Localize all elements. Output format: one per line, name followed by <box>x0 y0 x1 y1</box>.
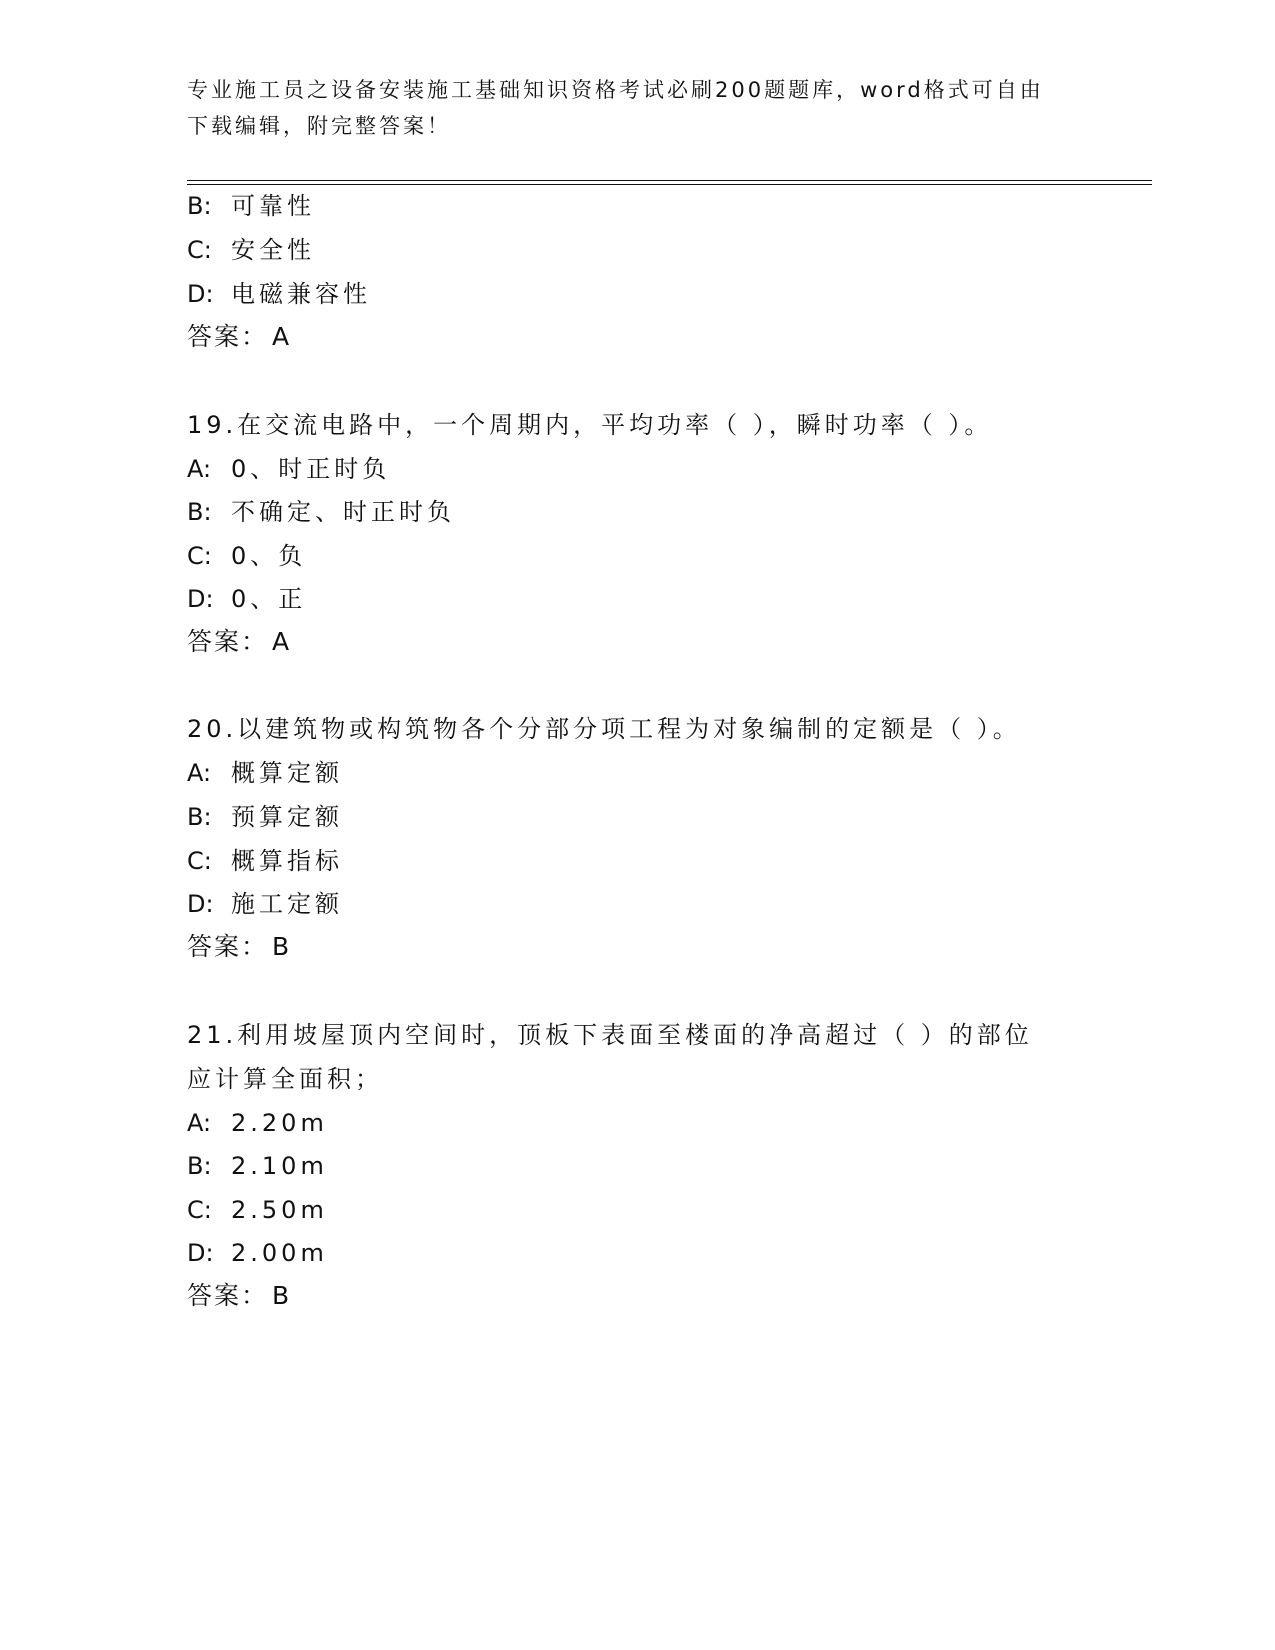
option-text: 0、时正时负 <box>231 455 391 483</box>
option-text: 2.10m <box>231 1152 328 1180</box>
q19-stem: 19.在交流电路中，一个周期内，平均功率（ ），瞬时功率（ ）。 <box>187 411 993 439</box>
q21-option-d <box>187 1237 328 1269</box>
answer-value: B <box>272 1281 292 1310</box>
option-text: 电磁兼容性 <box>231 280 371 308</box>
answer-value: A <box>272 322 292 351</box>
q18-answer <box>187 321 291 353</box>
q21-answer <box>187 1280 291 1312</box>
q20-option-a <box>187 757 343 789</box>
option-text: 不确定、时正时负 <box>231 498 455 526</box>
option-text: 概算指标 <box>231 847 343 875</box>
q20-answer <box>187 931 291 963</box>
q19-option-b <box>187 496 455 528</box>
answer-value: B <box>272 932 292 961</box>
q21-option-a <box>187 1107 328 1139</box>
q18-option-d <box>187 278 371 310</box>
header-line-1: 专业施工员之设备安装施工基础知识资格考试必刷200题题库，word格式可自由 <box>187 78 1044 102</box>
q19-option-c <box>187 540 306 572</box>
document-header <box>187 72 1067 144</box>
q19-option-d <box>187 583 306 615</box>
option-text: 施工定额 <box>231 890 343 918</box>
answer-value: A <box>272 627 292 656</box>
option-label: A: <box>187 455 212 483</box>
option-text: 2.00m <box>231 1239 328 1267</box>
q21-stem-line-2: 应计算全面积； <box>187 1065 383 1093</box>
option-label: B: <box>187 1152 212 1180</box>
q18-option-b <box>187 190 315 222</box>
q21-stem-line-1: 21.利用坡屋顶内空间时，顶板下表面至楼面的净高超过（ ）的部位 <box>187 1021 1033 1049</box>
header-line-2: 下载编辑，附完整答案！ <box>187 114 451 138</box>
answer-label: 答案： <box>187 322 269 351</box>
option-label: C: <box>187 1196 212 1224</box>
q20-option-b <box>187 801 343 833</box>
option-text: 2.20m <box>231 1109 328 1137</box>
option-label: D: <box>187 280 214 308</box>
q19-option-a <box>187 453 390 485</box>
option-label: A: <box>187 1109 212 1137</box>
q21-option-c <box>187 1194 328 1226</box>
answer-label: 答案： <box>187 932 269 961</box>
q20-option-c <box>187 845 343 877</box>
option-text: 预算定额 <box>231 803 343 831</box>
q21-option-b <box>187 1150 328 1182</box>
option-label: B: <box>187 192 212 220</box>
answer-label: 答案： <box>187 1281 269 1310</box>
option-label: C: <box>187 542 212 570</box>
header-divider-bottom <box>187 184 1152 185</box>
option-text: 概算定额 <box>231 759 343 787</box>
option-label: B: <box>187 803 212 831</box>
option-text: 0、正 <box>231 585 307 613</box>
option-text: 2.50m <box>231 1196 328 1224</box>
header-divider-top <box>187 180 1152 181</box>
option-text: 安全性 <box>231 236 315 264</box>
option-label: B: <box>187 498 212 526</box>
option-label: C: <box>187 847 212 875</box>
q20-stem: 20.以建筑物或构筑物各个分部分项工程为对象编制的定额是（ ）。 <box>187 715 1021 743</box>
q19-answer <box>187 626 291 658</box>
option-text: 0、负 <box>231 542 307 570</box>
option-label: D: <box>187 1239 214 1267</box>
option-label: C: <box>187 236 212 264</box>
option-label: D: <box>187 890 214 918</box>
option-text: 可靠性 <box>231 192 315 220</box>
option-label: D: <box>187 585 214 613</box>
answer-label: 答案： <box>187 627 269 656</box>
q18-option-c <box>187 234 315 266</box>
q20-option-d <box>187 888 343 920</box>
option-label: A: <box>187 759 212 787</box>
